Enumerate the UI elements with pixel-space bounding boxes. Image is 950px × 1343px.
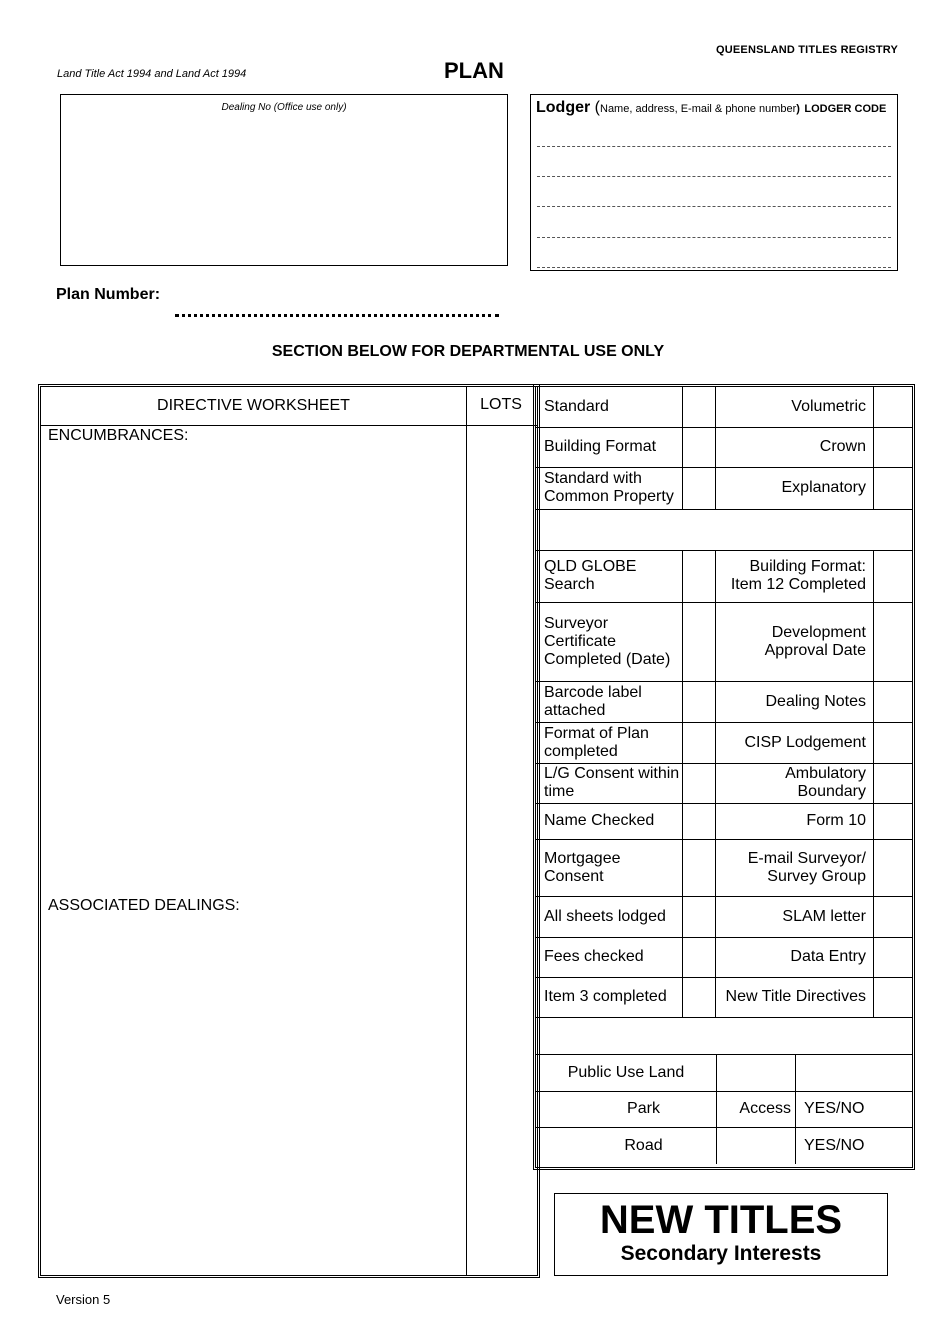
- check-explanatory[interactable]: Explanatory: [781, 479, 866, 496]
- check-dealing-notes[interactable]: Dealing Notes: [765, 692, 866, 710]
- stamp-subtitle: Secondary Interests: [620, 1242, 822, 1265]
- vdiv: [715, 387, 716, 427]
- dealing-label: Dealing No (Office use only): [221, 102, 347, 113]
- lodger-line-4[interactable]: [537, 237, 891, 238]
- check-ambulatory[interactable]: Ambulatory Boundary: [785, 765, 866, 800]
- check-form10[interactable]: Form 10: [806, 812, 866, 829]
- check-new-title-directives[interactable]: New Title Directives: [725, 988, 866, 1005]
- lodger-line-3[interactable]: [537, 206, 891, 207]
- directive-worksheet: [38, 384, 540, 1278]
- vdiv: [715, 427, 716, 509]
- check-mortgagee[interactable]: Mortgagee Consent: [544, 849, 621, 885]
- check-lg-consent[interactable]: L/G Consent within time: [544, 765, 680, 800]
- plan-number-label: Plan Number:: [56, 286, 161, 303]
- park-label: Park: [627, 1100, 660, 1117]
- check-item12[interactable]: Building Format: Item 12 Completed: [730, 558, 866, 593]
- check-format-plan[interactable]: Format of Plan completed: [544, 724, 649, 760]
- worksheet-title: DIRECTIVE WORKSHEET: [157, 397, 350, 414]
- lodger-open-paren: (: [594, 99, 600, 116]
- new-titles-stamp: [554, 1193, 888, 1276]
- associated-dealings-label: ASSOCIATED DEALINGS:: [48, 897, 240, 914]
- encumbrances-label: ENCUMBRANCES:: [48, 427, 189, 444]
- park-yes-no[interactable]: YES/NO: [804, 1100, 865, 1117]
- lodger-line-2[interactable]: [537, 176, 891, 177]
- access-label: Access: [739, 1100, 791, 1117]
- lodger-box[interactable]: [530, 94, 898, 271]
- check-building-format[interactable]: Building Format: [544, 438, 657, 455]
- road-label: Road: [624, 1136, 663, 1154]
- check-email-surveyor[interactable]: E-mail Surveyor/ Survey Group: [747, 849, 866, 885]
- lodger-heading: [536, 99, 886, 117]
- check-qld-globe[interactable]: QLD GLOBE Search: [544, 558, 637, 593]
- check-cisp[interactable]: CISP Lodgement: [744, 733, 866, 751]
- checklist-panel: [533, 384, 915, 1170]
- plan-number-field[interactable]: [175, 314, 499, 317]
- check-barcode[interactable]: Barcode label attached: [544, 683, 642, 719]
- vdiv: [715, 550, 716, 1017]
- hrule: [536, 509, 912, 510]
- vdiv: [873, 427, 874, 509]
- lots-header: LOTS: [480, 396, 522, 413]
- lodger-close-paren: ): [796, 103, 800, 115]
- version-label: Version 5: [56, 1292, 111, 1307]
- worksheet-lots-divider: [466, 387, 467, 1275]
- check-data-entry[interactable]: Data Entry: [790, 948, 866, 965]
- lodger-line-1[interactable]: [537, 146, 891, 147]
- check-crown[interactable]: Crown: [819, 438, 866, 455]
- registry-name: QUEENSLAND TITLES REGISTRY: [716, 44, 899, 56]
- check-surveyor-cert[interactable]: Surveyor Certificate Completed (Date): [544, 614, 671, 668]
- page-title: PLAN: [444, 58, 504, 83]
- check-standard[interactable]: Standard: [544, 398, 609, 415]
- hrule: [536, 1017, 912, 1018]
- check-standard-common[interactable]: Standard with Common Property: [544, 470, 674, 505]
- check-volumetric[interactable]: Volumetric: [791, 398, 866, 415]
- check-slam[interactable]: SLAM letter: [782, 907, 866, 925]
- check-name-checked[interactable]: Name Checked: [544, 812, 655, 829]
- road-yes-no[interactable]: YES/NO: [804, 1136, 865, 1154]
- vdiv: [873, 550, 874, 1017]
- check-all-sheets[interactable]: All sheets lodged: [544, 907, 666, 925]
- dealing-box[interactable]: [60, 94, 508, 266]
- vdiv: [873, 387, 874, 427]
- section-heading: SECTION BELOW FOR DEPARTMENTAL USE ONLY: [271, 343, 665, 360]
- public-use-land-label: Public Use Land: [567, 1063, 685, 1081]
- lodger-detail: Name, address, E-mail & phone number: [600, 103, 797, 115]
- vdiv: [795, 1054, 796, 1164]
- lodger-line-5[interactable]: [537, 267, 891, 268]
- lodger-label: Lodger: [536, 99, 591, 116]
- check-fees[interactable]: Fees checked: [544, 948, 644, 965]
- check-item3[interactable]: Item 3 completed: [544, 988, 667, 1005]
- stamp-title: NEW TITLES: [599, 1198, 843, 1242]
- check-development-approval[interactable]: Development Approval Date: [764, 623, 866, 659]
- act-reference: Land Title Act 1994 and Land Act 1994: [57, 68, 247, 80]
- lodger-code: LODGER CODE: [804, 103, 887, 115]
- worksheet-header-rule: [41, 425, 537, 426]
